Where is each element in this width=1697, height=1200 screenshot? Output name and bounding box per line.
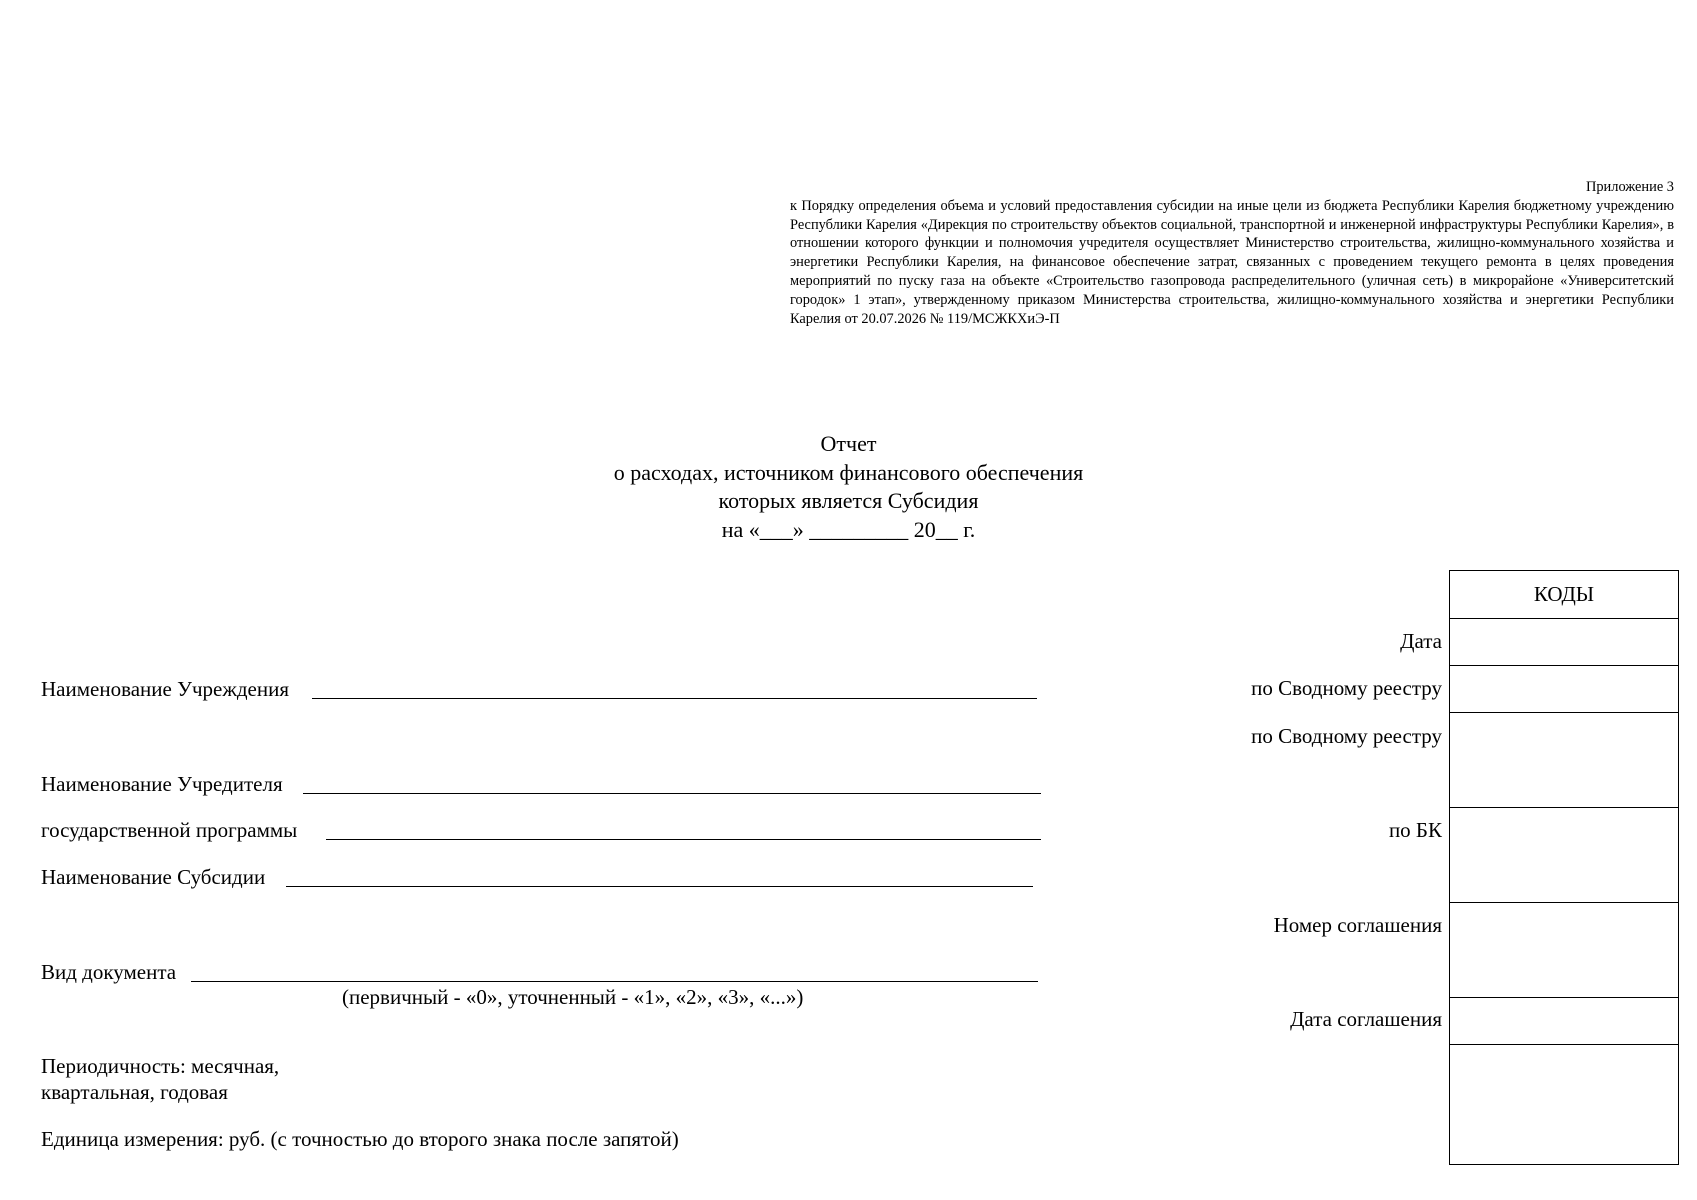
appendix-text: к Порядку определения объема и условий предоставления субсидии на иные цели из бюджета Республики Карелия бюджетному учреждению Республики Карелия «Дирекция по строительству объектов социальной, транспортной и инженерной инфраструктуры Республики Карелия», в отношении которого функции и полномочия учредителя осуществляет Министерство строительства, жилищно-коммунального хозяйства и энергетики Республики Карелия, на финансовое обеспечение затрат, связанных с проведением текущего ремонта в целях проведения мероприятий по пуску газа на объекте «Строительство газопровода распределительного (уличная сеть) в микрорайоне «Университетский городок» 1 этап», утвержденному приказом Министерства строительства, жилищно-коммунального хозяйства и энергетики Республики Карелия от 20.07.2026 № 119/МСЖКХиЭ-П <box>790 197 1674 327</box>
codes-cell-registry-2[interactable] <box>1450 713 1679 808</box>
periodicity-line-1: Периодичность: месячная, <box>41 1054 280 1078</box>
doc-type-hint: (первичный - «0», уточненный - «1», «2», «3», «...») <box>342 985 804 1009</box>
founder-label: Наименование Учредителя <box>41 772 283 796</box>
subsidy-line[interactable] <box>286 886 1033 887</box>
codes-label-registry-1: по Сводному реестру <box>1251 676 1442 700</box>
institution-label: Наименование Учреждения <box>41 677 289 701</box>
report-title <box>0 430 1697 544</box>
program-label: государственной программы <box>41 818 298 842</box>
codes-table <box>1449 570 1679 1165</box>
codes-header: КОДЫ <box>1450 571 1679 619</box>
subsidy-label: Наименование Субсидии <box>41 865 266 889</box>
program-field <box>41 818 297 842</box>
title-line-4: на «___» _________ 20__ г. <box>721 516 976 542</box>
program-line[interactable] <box>326 839 1041 840</box>
institution-line[interactable] <box>312 698 1037 699</box>
institution-field <box>41 677 289 701</box>
title-line-3: которых является Субсидия <box>718 488 979 513</box>
periodicity <box>41 1053 279 1105</box>
codes-cell-extra[interactable] <box>1450 1045 1679 1165</box>
codes-label-bk: по БК <box>1388 818 1442 842</box>
title-line-2: о расходах, источником финансового обеспечения <box>613 459 1084 485</box>
subsidy-field <box>41 865 265 889</box>
codes-cell-date[interactable] <box>1450 619 1679 666</box>
codes-label-agreement-date: Дата соглашения <box>1290 1007 1442 1031</box>
title-line-1: Отчет <box>820 431 877 456</box>
founder-line[interactable] <box>303 793 1041 794</box>
appendix-number: Приложение 3 <box>1585 179 1674 195</box>
codes-cell-bk[interactable] <box>1450 808 1679 903</box>
codes-label-registry-2: по Сводному реестру <box>1251 724 1442 748</box>
codes-label-agreement-number: Номер соглашения <box>1273 913 1442 937</box>
codes-label-date: Дата <box>1400 629 1442 653</box>
doc-type-label: Вид документа <box>41 960 177 984</box>
codes-cell-registry-1[interactable] <box>1450 666 1679 713</box>
periodicity-line-2: квартальная, годовая <box>41 1080 228 1104</box>
doc-type-line[interactable] <box>191 981 1038 982</box>
unit-of-measure: Единица измерения: руб. (с точностью до второго знака после запятой) <box>41 1127 679 1151</box>
doc-type-field <box>41 960 176 984</box>
appendix-note <box>790 178 1674 328</box>
codes-cell-agreement-date[interactable] <box>1450 998 1679 1045</box>
codes-cell-agreement-number[interactable] <box>1450 903 1679 998</box>
founder-field <box>41 772 283 796</box>
